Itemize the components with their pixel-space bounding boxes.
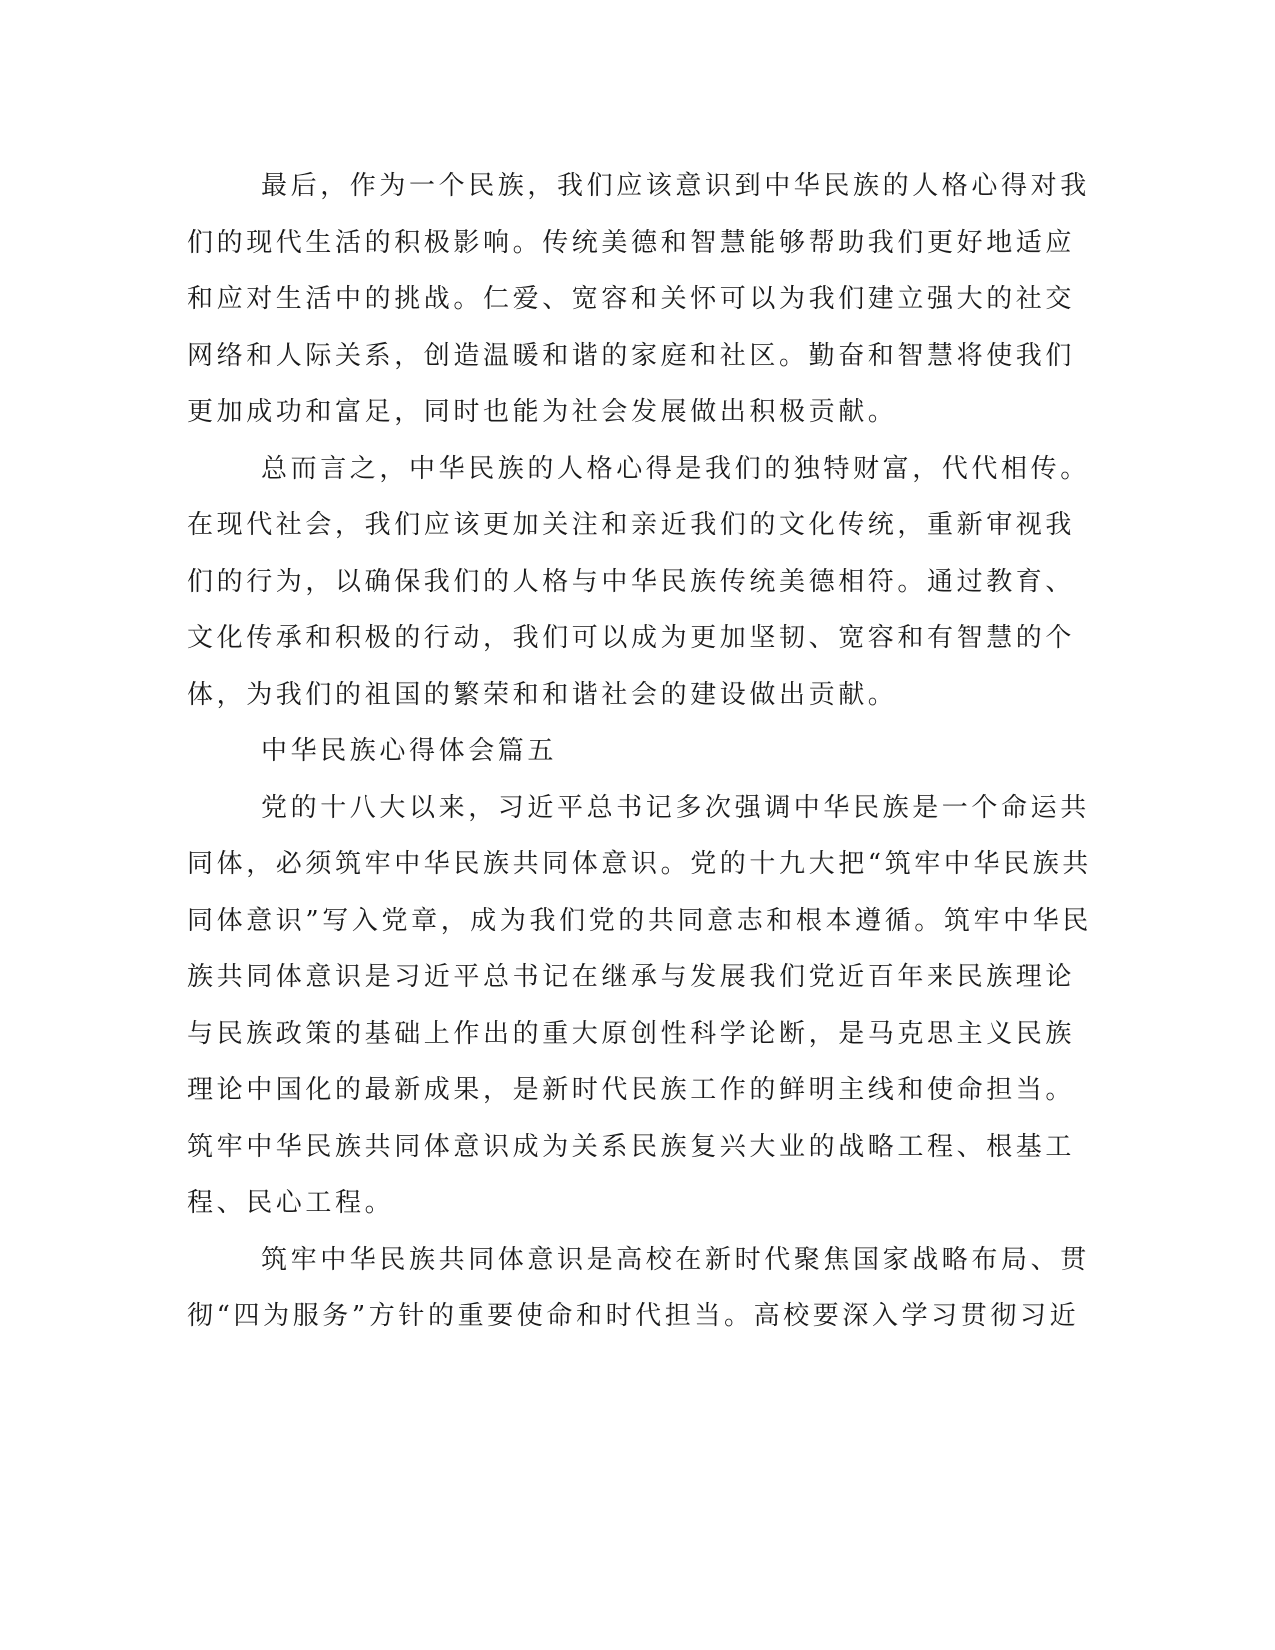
text-line: 和应对生活中的挑战。仁爱、宽容和关怀可以为我们建立强大的社交 (187, 284, 1076, 314)
text-line: 同体，必须筑牢中华民族共同体意识。党的十九大把“筑牢中华民族共 (187, 849, 1092, 879)
text-line: 在现代社会，我们应该更加关注和亲近我们的文化传统，重新审视我 (187, 510, 1076, 540)
section-heading-text: 中华民族心得体会篇五 (261, 736, 558, 766)
text-line: 更加成功和富足，同时也能为社会发展做出积极贡献。 (187, 397, 898, 427)
text-line: 网络和人际关系，创造温暖和谐的家庭和社区。勤奋和智慧将使我们 (187, 340, 1076, 371)
section-heading (187, 723, 1051, 780)
text-line: 总而言之，中华民族的人格心得是我们的独特财富，代代相传。 (261, 453, 1090, 484)
text-line: 与民族政策的基础上作出的重大原创性科学论断，是马克思主义民族 (187, 1018, 1076, 1049)
paragraph-finally (187, 158, 1090, 441)
document-body (187, 158, 1092, 1345)
text-line: 体，为我们的祖国的繁荣和和谐社会的建设做出贡献。 (187, 679, 898, 710)
text-line: 同体意识”写入党章，成为我们党的共同意志和根本遵循。筑牢中华民 (187, 905, 1092, 936)
text-line: 理论中国化的最新成果，是新时代民族工作的鲜明主线和使命担当。 (187, 1075, 1076, 1105)
paragraph-eighteenth-congress (187, 780, 1092, 1232)
text-line: 文化传承和积极的行动，我们可以成为更加坚韧、宽容和有智慧的个 (187, 623, 1076, 653)
text-line: 筑牢中华民族共同体意识成为关系民族复兴大业的战略工程、根基工 (187, 1131, 1076, 1162)
text-line: 程、民心工程。 (187, 1188, 395, 1218)
text-line: 最后，作为一个民族，我们应该意识到中华民族的人格心得对我 (261, 171, 1090, 201)
text-line: 们的行为，以确保我们的人格与中华民族传统美德相符。通过教育、 (187, 566, 1076, 597)
text-line: 族共同体意识是习近平总书记在继承与发展我们党近百年来民族理论 (187, 962, 1076, 992)
text-line: 彻“四为服务”方针的重要使命和时代担当。高校要深入学习贯彻习近 (187, 1301, 1080, 1331)
paragraph-conclusion (187, 441, 1090, 724)
text-line: 们的现代生活的积极影响。传统美德和智慧能够帮助我们更好地适应 (187, 227, 1076, 258)
paragraph-universities (187, 1232, 1090, 1345)
text-line: 筑牢中华民族共同体意识是高校在新时代聚焦国家战略布局、贯 (261, 1244, 1090, 1275)
text-line: 党的十八大以来，习近平总书记多次强调中华民族是一个命运共 (261, 792, 1090, 823)
